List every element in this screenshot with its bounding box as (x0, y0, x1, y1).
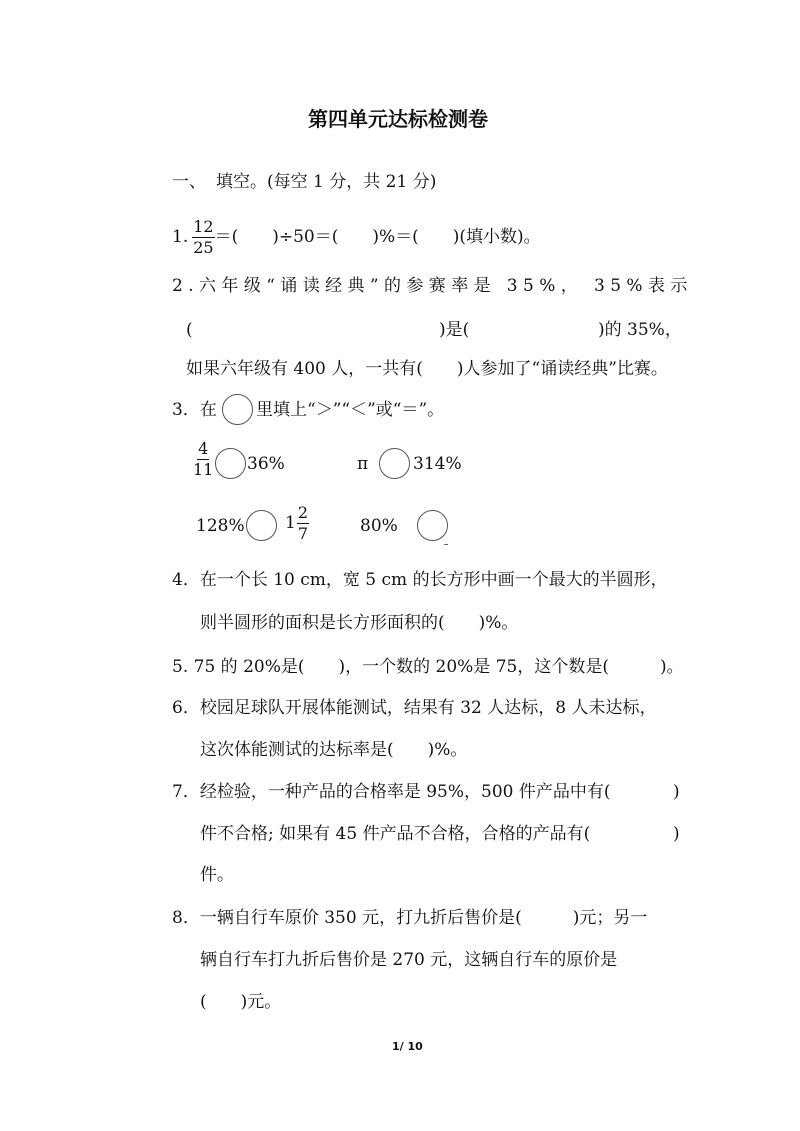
question-2-line-3: 如果六年级有 400 人，一共有( )人参加了“诵读经典”比赛。 (186, 359, 668, 379)
question-7-line-2-close: ) (673, 824, 680, 844)
comparison-1-left (193, 441, 213, 478)
comparison-3-right (285, 505, 309, 542)
question-4-line-1: 4．在一个长 10 cm，宽 5 cm 的长方形中画一个最大的半圆形， (172, 570, 668, 590)
section-label: 一、 (172, 172, 206, 192)
question-7-line-1-close: ) (673, 782, 680, 802)
question-2-line-2-open: ( (186, 320, 193, 340)
page-title: 第四单元达标检测卷 (308, 107, 488, 131)
question-7-line-3: 件。 (200, 865, 234, 885)
question-2-line-2-middle: )是( (439, 320, 470, 340)
page-number: 1/ 10 (392, 1040, 423, 1053)
question-2-line-1: 2.六年级“诵读经典”的参赛率是 35%， 35%表示 (172, 276, 693, 296)
question-7-line-2: 件不合格; 如果有 45 件产品不合格，合格的产品有( (200, 824, 591, 844)
section-heading: 填空。(每空 1 分，共 21 分) (216, 172, 437, 192)
fraction-numerator: 4 (198, 439, 209, 458)
question-8-line-1: 8．一辆自行车原价 350 元，打九折后售价是( )元；另一 (172, 908, 648, 928)
question-7-line-1: 7．经检验，一种产品的合格率是 95%，500 件产品中有( (172, 782, 611, 802)
fraction-numerator: 12 (193, 217, 214, 236)
comparison-4-left: 80% (360, 516, 398, 536)
question-8-line-2: 辆自行车打九折后售价是 270 元，这辆自行车的原价是 (200, 950, 618, 970)
question-1 (172, 219, 541, 256)
question-6-line-2: 这次体能测试的达标率是( )%。 (200, 740, 468, 760)
question-3-prefix: 3．在 (172, 400, 217, 420)
answer-circle-3[interactable] (246, 510, 277, 541)
answer-circle-2[interactable] (379, 448, 410, 479)
answer-circle-sample (222, 394, 253, 425)
question-5-line-1: 5. 75 的 20%是( )，一个数的 20%是 75，这个数是( )。 (172, 657, 684, 677)
question-3-suffix: 里填上“＞”“＜”或“＝”。 (256, 400, 445, 420)
question-1-text: ＝( )÷50＝( )%＝( )(填小数)。 (214, 227, 541, 247)
fraction-denominator: 11 (193, 460, 214, 479)
comparison-3-left: 128% (196, 516, 245, 536)
answer-circle-1[interactable] (215, 448, 246, 479)
question-8-line-3: ( )元。 (200, 992, 282, 1012)
mixed-number-whole: 1 (285, 513, 296, 533)
question-1-number: 1. (172, 227, 189, 247)
question-4-line-2: 则半圆形的面积是长方形面积的( )%。 (200, 613, 519, 633)
fraction-denominator: 25 (193, 238, 214, 257)
question-6-line-1: 6．校园足球队开展体能测试，结果有 32 人达标，8 人未达标， (172, 698, 657, 718)
fraction-numerator: 2 (297, 503, 309, 522)
fraction-denominator: 7 (297, 524, 309, 543)
question-1-fraction (192, 219, 214, 256)
question-2-line-2-end: )的 35%， (598, 320, 682, 340)
comparison-1-right: 36% (247, 454, 285, 474)
comparison-2-right: 314% (413, 454, 462, 474)
answer-circle-4[interactable] (417, 510, 448, 541)
scan-mark (444, 544, 448, 545)
comparison-2-left: π (357, 454, 369, 474)
